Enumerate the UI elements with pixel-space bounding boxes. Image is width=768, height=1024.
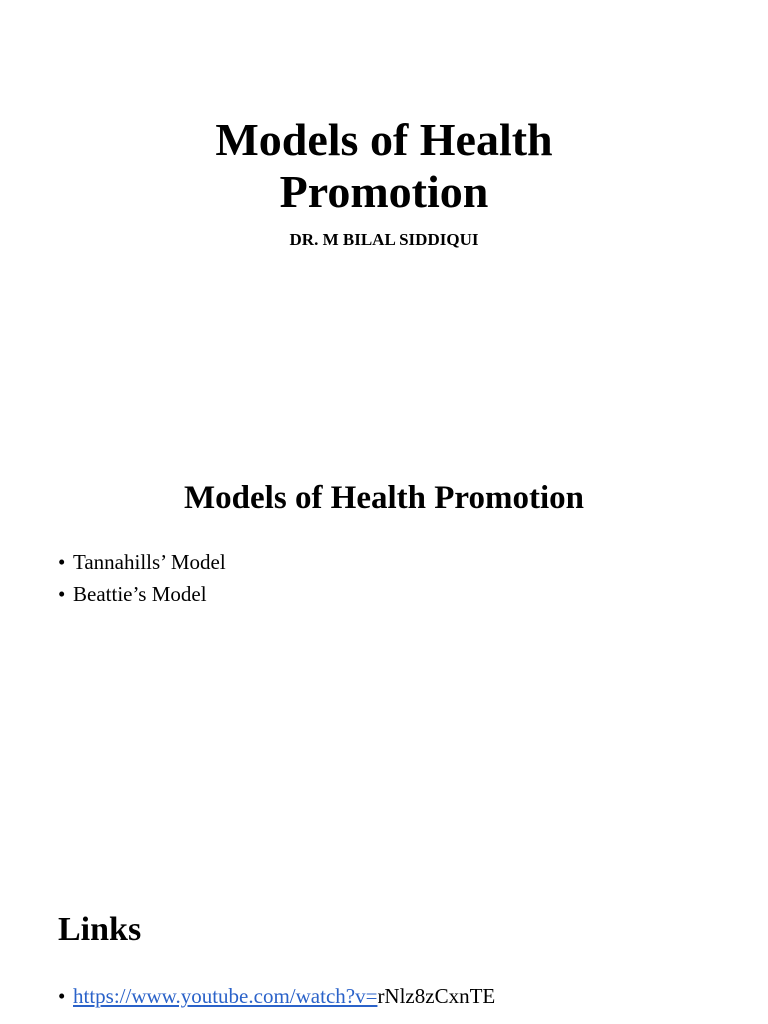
page-title [0,114,768,218]
list-item [58,578,226,610]
bullet-dot-icon: • [58,550,66,574]
models-slide [0,470,768,670]
author-name: DR. M BILAL SIDDIQUI [289,230,479,249]
links-slide [0,900,768,1024]
list-item-label: Beattie’s Model [73,582,207,606]
bullet-dot-icon: • [58,984,66,1008]
bullet-dot-icon: • [58,582,66,606]
youtube-link-tail: rNlz8zCxnTE [377,984,496,1008]
models-list [58,546,226,610]
models-heading: Models of Health Promotion [184,480,584,516]
youtube-link[interactable]: https://www.youtube.com/watch?v= [73,984,378,1008]
links-heading: Links [58,911,142,948]
list-item [58,980,495,1012]
links-list [58,980,495,1012]
list-item-label: Tannahills’ Model [73,550,226,574]
list-item [58,546,226,578]
page-title-line-1: Models of Health [215,114,553,165]
title-slide [0,0,768,330]
page-title-line-2: Promotion [279,166,489,217]
